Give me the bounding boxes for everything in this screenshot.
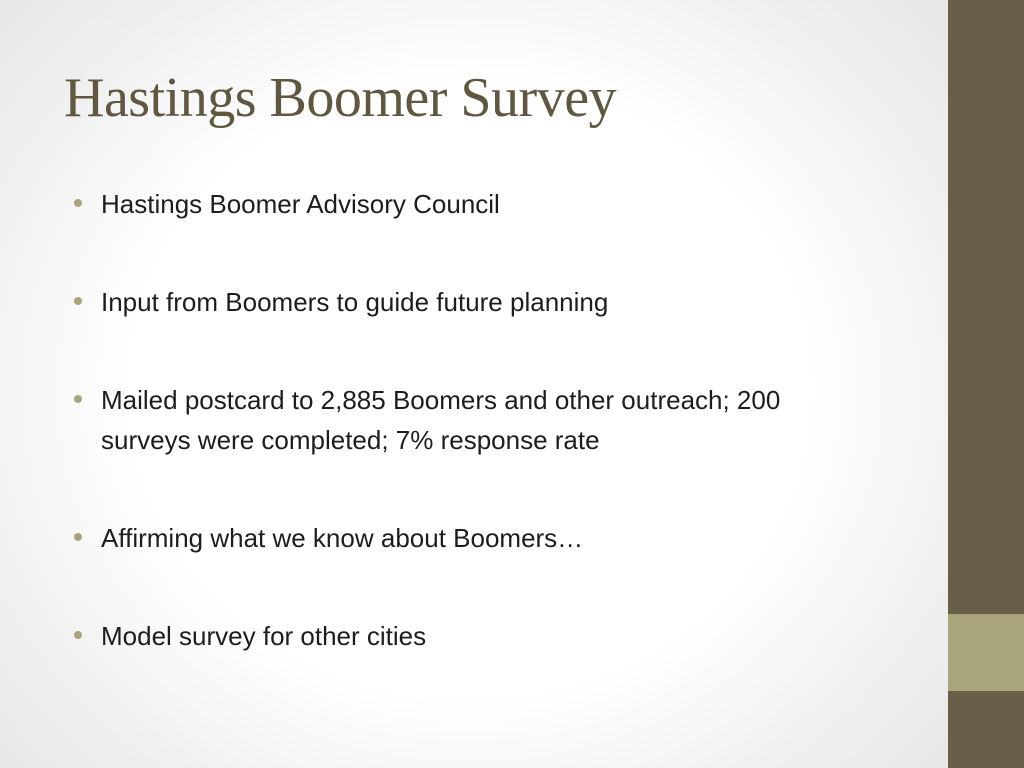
bullet-list	[72, 184, 872, 656]
bullet-dot-icon	[74, 631, 82, 639]
bullet-dot-icon	[74, 297, 82, 305]
bullet-item	[72, 282, 872, 322]
sidebar-accent-block	[948, 614, 1024, 691]
bullet-dot-icon	[74, 199, 82, 207]
slide-title: Hastings Boomer Survey	[64, 67, 617, 129]
bullet-item	[72, 616, 872, 656]
bullet-item	[72, 380, 872, 460]
bullet-item	[72, 518, 872, 558]
bullet-text: Affirming what we know about Boomers…	[101, 523, 584, 553]
bullet-dot-icon	[74, 395, 82, 403]
bullet-item	[72, 184, 872, 224]
bullet-text: Mailed postcard to 2,885 Boomers and other outreach; 200 surveys were completed; 7% response rate	[101, 385, 781, 455]
bullet-text: Input from Boomers to guide future planning	[101, 287, 609, 317]
bullet-dot-icon	[74, 533, 82, 541]
bullet-text: Model survey for other cities	[101, 621, 427, 651]
bullet-text: Hastings Boomer Advisory Council	[101, 189, 500, 219]
